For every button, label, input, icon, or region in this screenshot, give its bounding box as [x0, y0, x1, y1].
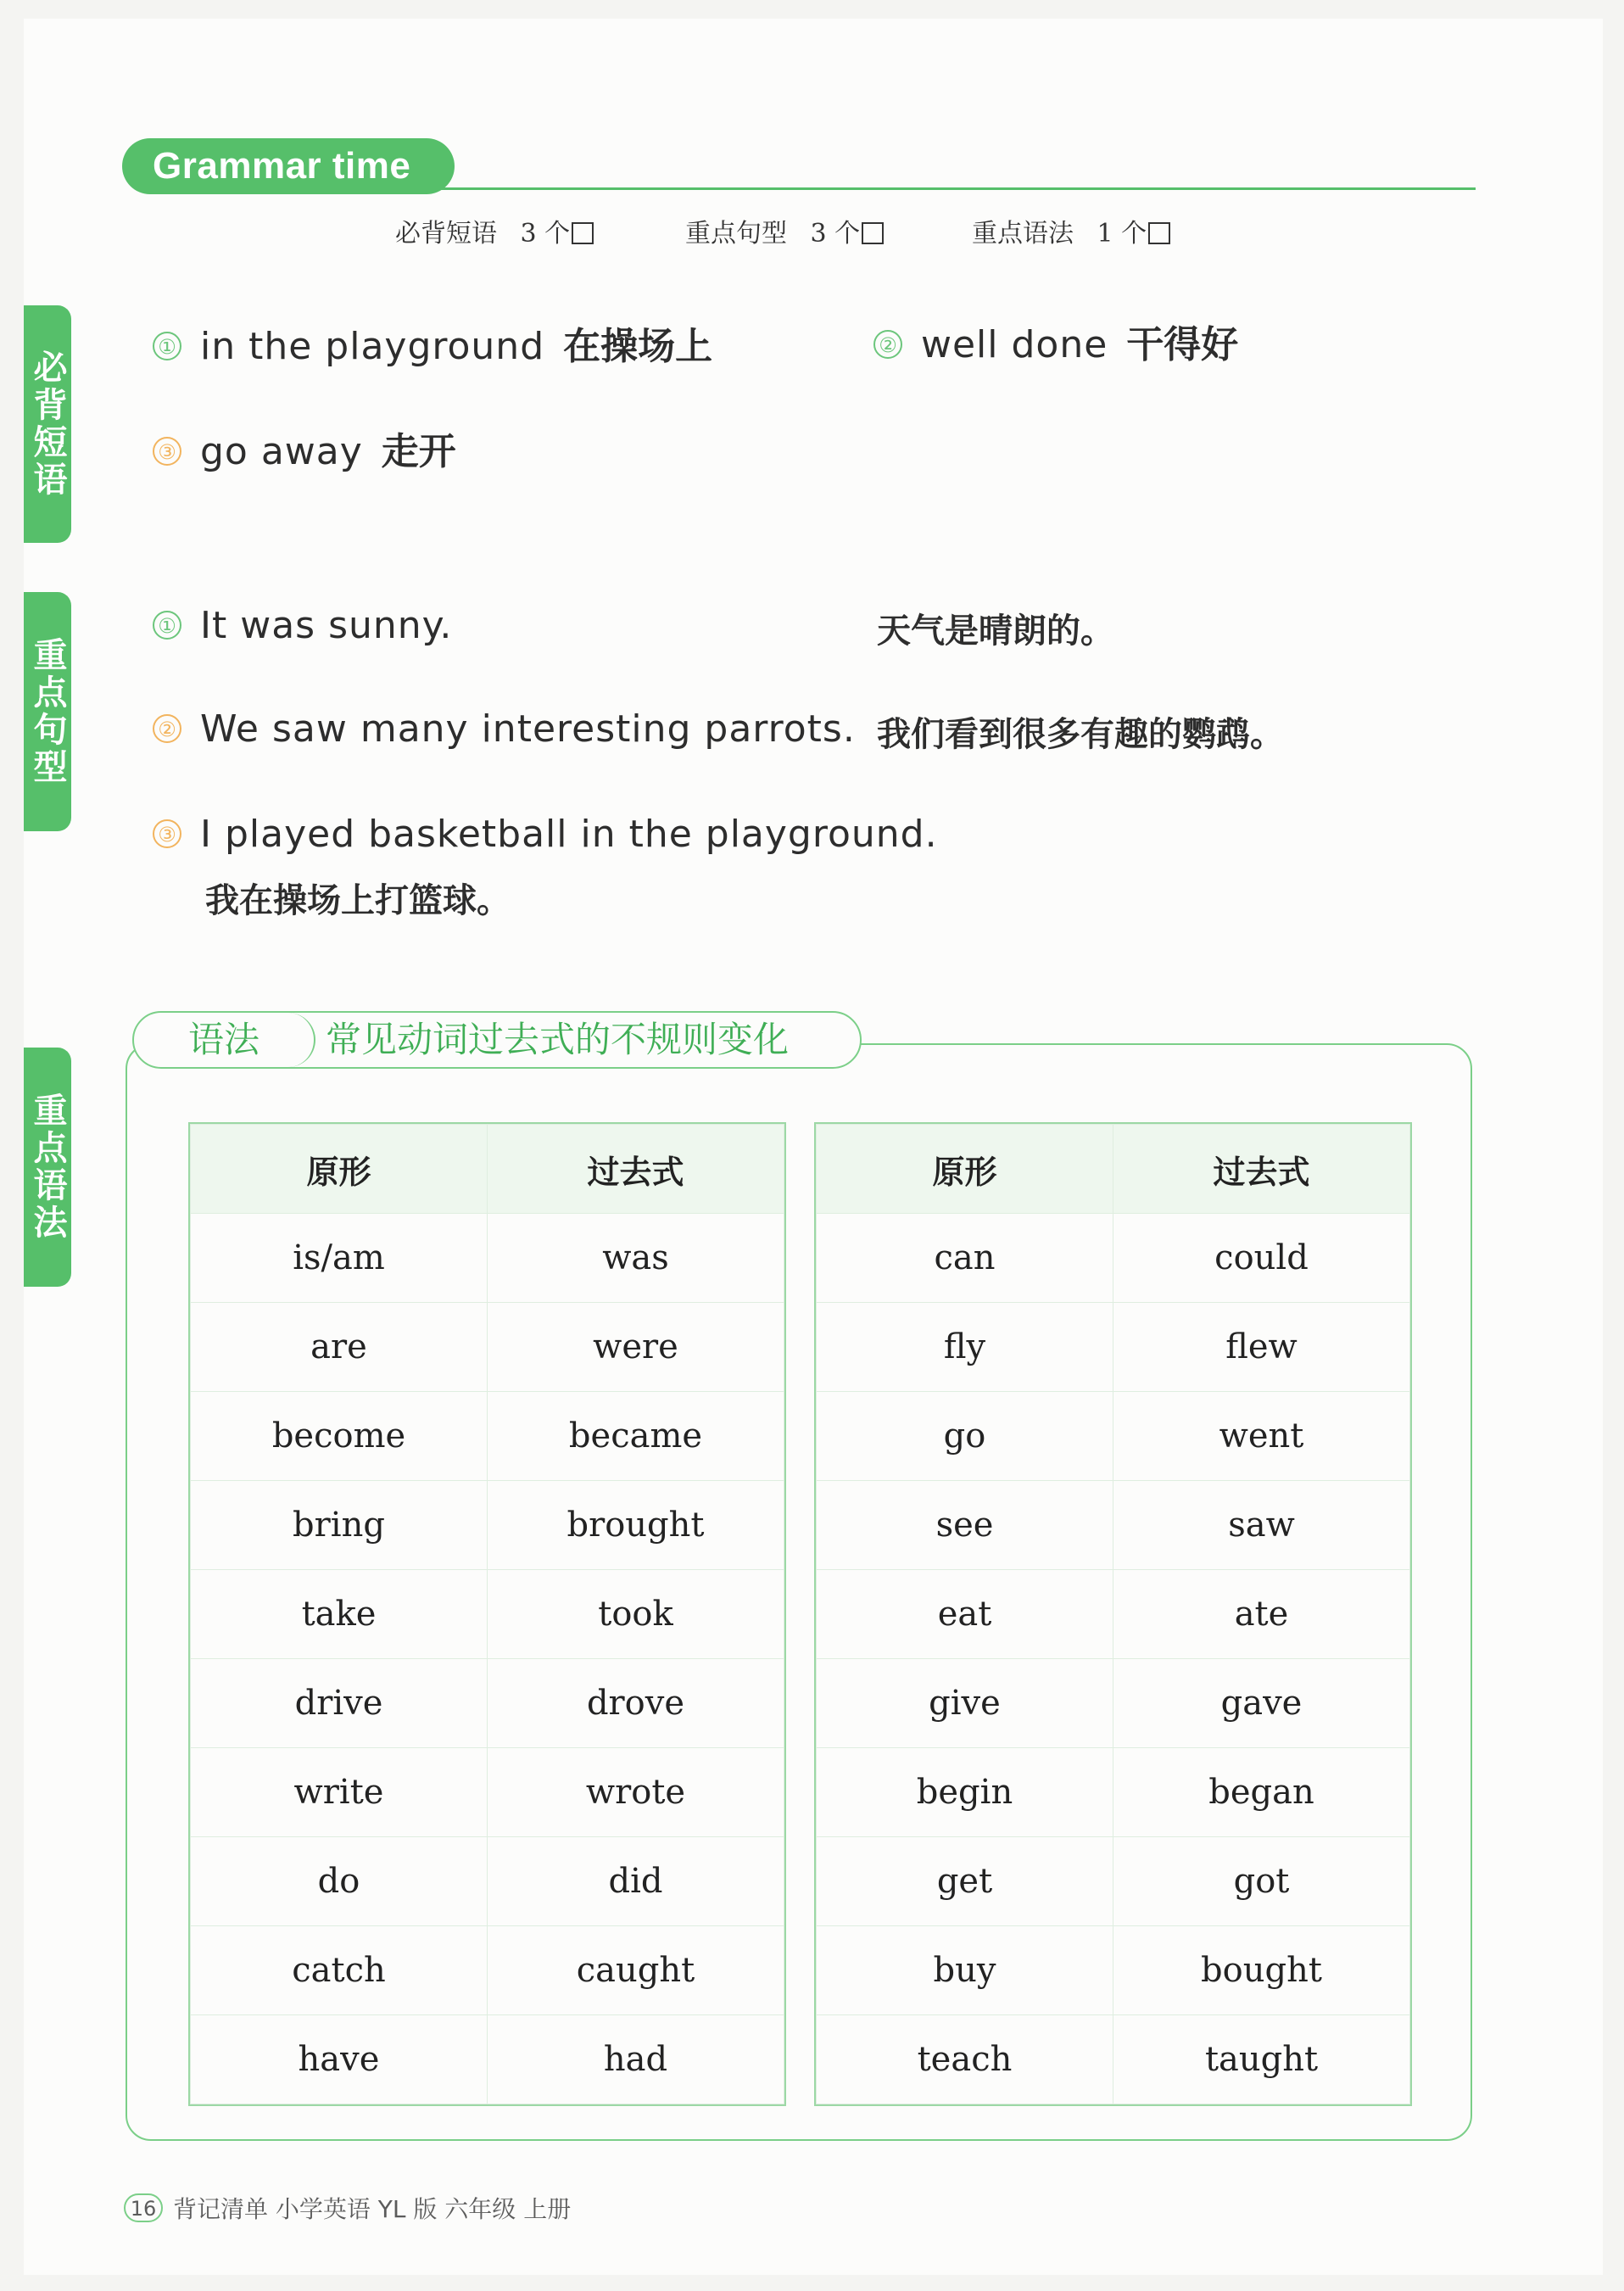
verb-base-cell: see: [817, 1481, 1113, 1570]
side-tab-sentences[interactable]: 重点句型: [24, 592, 71, 831]
verb-base-cell: are: [191, 1303, 488, 1392]
sentence-en: It was sunny.: [200, 604, 453, 647]
checkbox[interactable]: [572, 222, 594, 244]
table-row: [191, 2015, 784, 2104]
verb-past-cell: brought: [488, 1481, 784, 1570]
table-row: [191, 1926, 784, 2015]
verb-base-cell: give: [817, 1659, 1113, 1748]
verb-base-cell: bring: [191, 1481, 488, 1570]
verb-past-cell: wrote: [488, 1748, 784, 1837]
verb-base-cell: fly: [817, 1303, 1113, 1392]
sentence-item: [153, 604, 452, 647]
table-row: [191, 1303, 784, 1392]
verb-past-cell: taught: [1113, 2015, 1410, 2104]
phrase-zh: 在操场上: [563, 325, 713, 368]
table-row: [191, 1214, 784, 1303]
page-footer: [124, 2191, 571, 2225]
verb-base-cell: get: [817, 1837, 1113, 1926]
header-rule: [424, 187, 1476, 190]
column-header-base: 原形: [191, 1125, 488, 1214]
verb-past-cell: saw: [1113, 1481, 1410, 1570]
table-row: [817, 1481, 1410, 1570]
verb-past-cell: went: [1113, 1392, 1410, 1481]
phrase-en: in the playground: [200, 325, 545, 368]
grammar-label: 语法: [134, 1013, 315, 1067]
page-number: 16: [124, 2193, 163, 2222]
table-row: [817, 1570, 1410, 1659]
verb-past-cell: became: [488, 1392, 784, 1481]
number-badge: ③: [153, 819, 181, 848]
table-row: [817, 1748, 1410, 1837]
verb-base-cell: do: [191, 1837, 488, 1926]
sentence-item: [153, 707, 856, 751]
column-header-past: 过去式: [488, 1125, 784, 1214]
column-header-base: 原形: [817, 1125, 1113, 1214]
number-badge: ②: [153, 714, 181, 743]
table-row: [817, 1837, 1410, 1926]
verb-past-cell: bought: [1113, 1926, 1410, 2015]
phrase-item: [873, 314, 1238, 368]
checkbox[interactable]: [862, 222, 884, 244]
verb-past-cell: had: [488, 2015, 784, 2104]
side-tab-phrases[interactable]: 必背短语: [24, 305, 71, 543]
verb-base-cell: eat: [817, 1570, 1113, 1659]
verb-base-cell: become: [191, 1392, 488, 1481]
sentence-zh: 我们看到很多有趣的鹦鹉。: [877, 715, 1284, 754]
number-badge: ①: [153, 611, 181, 640]
table-row: [191, 1481, 784, 1570]
verb-past-cell: could: [1113, 1214, 1410, 1303]
verb-base-cell: go: [817, 1392, 1113, 1481]
verb-past-cell: gave: [1113, 1659, 1410, 1748]
checklist: [0, 212, 1624, 254]
grammar-time-badge: Grammar time: [122, 138, 455, 194]
sentence-item: [153, 813, 938, 856]
column-header-past: 过去式: [1113, 1125, 1410, 1214]
verb-base-cell: can: [817, 1214, 1113, 1303]
verb-past-cell: flew: [1113, 1303, 1410, 1392]
verb-base-cell: drive: [191, 1659, 488, 1748]
side-tab-grammar[interactable]: 重点语法: [24, 1048, 71, 1287]
table-row: [817, 1392, 1410, 1481]
sentence-en: We saw many interesting parrots.: [200, 707, 856, 751]
verb-table-left: [190, 1124, 784, 2104]
verb-past-cell: were: [488, 1303, 784, 1392]
verb-past-cell: got: [1113, 1837, 1410, 1926]
table-row: [817, 1214, 1410, 1303]
grammar-title: 常见动词过去式的不规则变化: [326, 1019, 790, 1060]
phrase-en: well done: [921, 323, 1108, 366]
table-row: [817, 1926, 1410, 2015]
verb-past-cell: caught: [488, 1926, 784, 2015]
sentence-en: I played basketball in the playground.: [200, 813, 938, 856]
table-row: [817, 1659, 1410, 1748]
checklist-item: [972, 212, 1170, 249]
table-row: [817, 2015, 1410, 2104]
table-row: [191, 1570, 784, 1659]
checklist-item: [395, 212, 594, 249]
verb-base-cell: begin: [817, 1748, 1113, 1837]
number-badge: ①: [153, 332, 181, 360]
verb-past-cell: did: [488, 1837, 784, 1926]
checkbox[interactable]: [1148, 222, 1170, 244]
table-row: [191, 1659, 784, 1748]
table-row: [191, 1748, 784, 1837]
verb-past-cell: was: [488, 1214, 784, 1303]
verb-past-cell: began: [1113, 1748, 1410, 1837]
table-row: [817, 1303, 1410, 1392]
verb-base-cell: write: [191, 1748, 488, 1837]
verb-past-cell: ate: [1113, 1570, 1410, 1659]
sentence-zh: 我在操场上打篮球。: [205, 881, 511, 920]
verb-past-cell: took: [488, 1570, 784, 1659]
checklist-label: 重点句型: [685, 219, 787, 249]
verb-base-cell: have: [191, 2015, 488, 2104]
checklist-item: [685, 212, 884, 249]
sentence-zh: 天气是晴朗的。: [877, 612, 1114, 651]
table-row: [191, 1837, 784, 1926]
phrase-item: [153, 316, 712, 370]
phrase-zh: 走开: [381, 430, 456, 473]
phrase-item: [153, 421, 456, 475]
checklist-count: 1 个: [1097, 219, 1147, 249]
number-badge: ②: [873, 330, 902, 359]
verb-base-cell: teach: [817, 2015, 1113, 2104]
footer-text: 背记清单 小学英语 YL 版 六年级 上册: [173, 2195, 572, 2223]
phrase-en: go away: [200, 430, 363, 473]
checklist-label: 重点语法: [972, 219, 1074, 249]
checklist-label: 必背短语: [395, 219, 497, 249]
verb-base-cell: take: [191, 1570, 488, 1659]
verb-base-cell: is/am: [191, 1214, 488, 1303]
table-row: [191, 1392, 784, 1481]
checklist-count: 3 个: [810, 219, 861, 249]
verb-past-cell: drove: [488, 1659, 784, 1748]
phrase-zh: 干得好: [1126, 323, 1239, 366]
checklist-count: 3 个: [520, 219, 571, 249]
verb-base-cell: buy: [817, 1926, 1113, 2015]
number-badge: ③: [153, 437, 181, 466]
verb-table-right: [816, 1124, 1410, 2104]
grammar-title-bar: [132, 1011, 862, 1069]
verb-base-cell: catch: [191, 1926, 488, 2015]
